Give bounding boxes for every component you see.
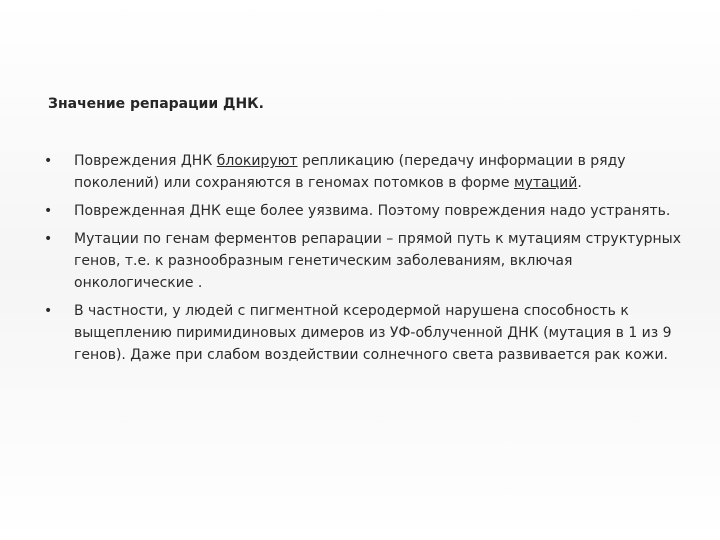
bullet-1-text-part2: репликацию (передачу информации в ряду поколений) или сохраняются в геномах потомков в форме <box>74 153 626 191</box>
bullet-dot-icon: • <box>44 153 53 169</box>
bullet-4-text: В частности, у людей с пигментной ксеродермой нарушена способность к выщеплению пиримидиновых димеров из УФ-облученной ДНК (мутация в 1 из 9 генов). Даже при слабом воздействии солнечного света развивается рак кожи. <box>74 303 672 363</box>
bullet-3-text: Мутации по генам ферментов репарации – прямой путь к мутациям структурных генов, т.е. к разнообразным генетическим заболеваниям, включая онкологические . <box>74 231 681 291</box>
bullet-list <box>44 150 684 372</box>
bullet-1-text-part3: . <box>577 175 582 191</box>
bullet-1-text-part1: Повреждения ДНК <box>74 153 217 169</box>
bullet-item-3 <box>44 228 684 294</box>
underlined-term-block: блокируют <box>216 153 298 169</box>
bullet-item-1 <box>44 150 684 194</box>
bullet-dot-icon: • <box>44 231 53 247</box>
bullet-dot-icon: • <box>44 303 53 319</box>
slide-title: Значение репарации ДНК. <box>48 96 264 112</box>
bullet-dot-icon: • <box>44 203 53 219</box>
underlined-term-mutations: мутаций <box>514 175 578 191</box>
bullet-2-text: Поврежденная ДНК еще более уязвима. Поэтому повреждения надо устранять. <box>74 203 671 219</box>
bullet-item-2 <box>44 200 684 222</box>
bullet-item-4 <box>44 300 684 366</box>
